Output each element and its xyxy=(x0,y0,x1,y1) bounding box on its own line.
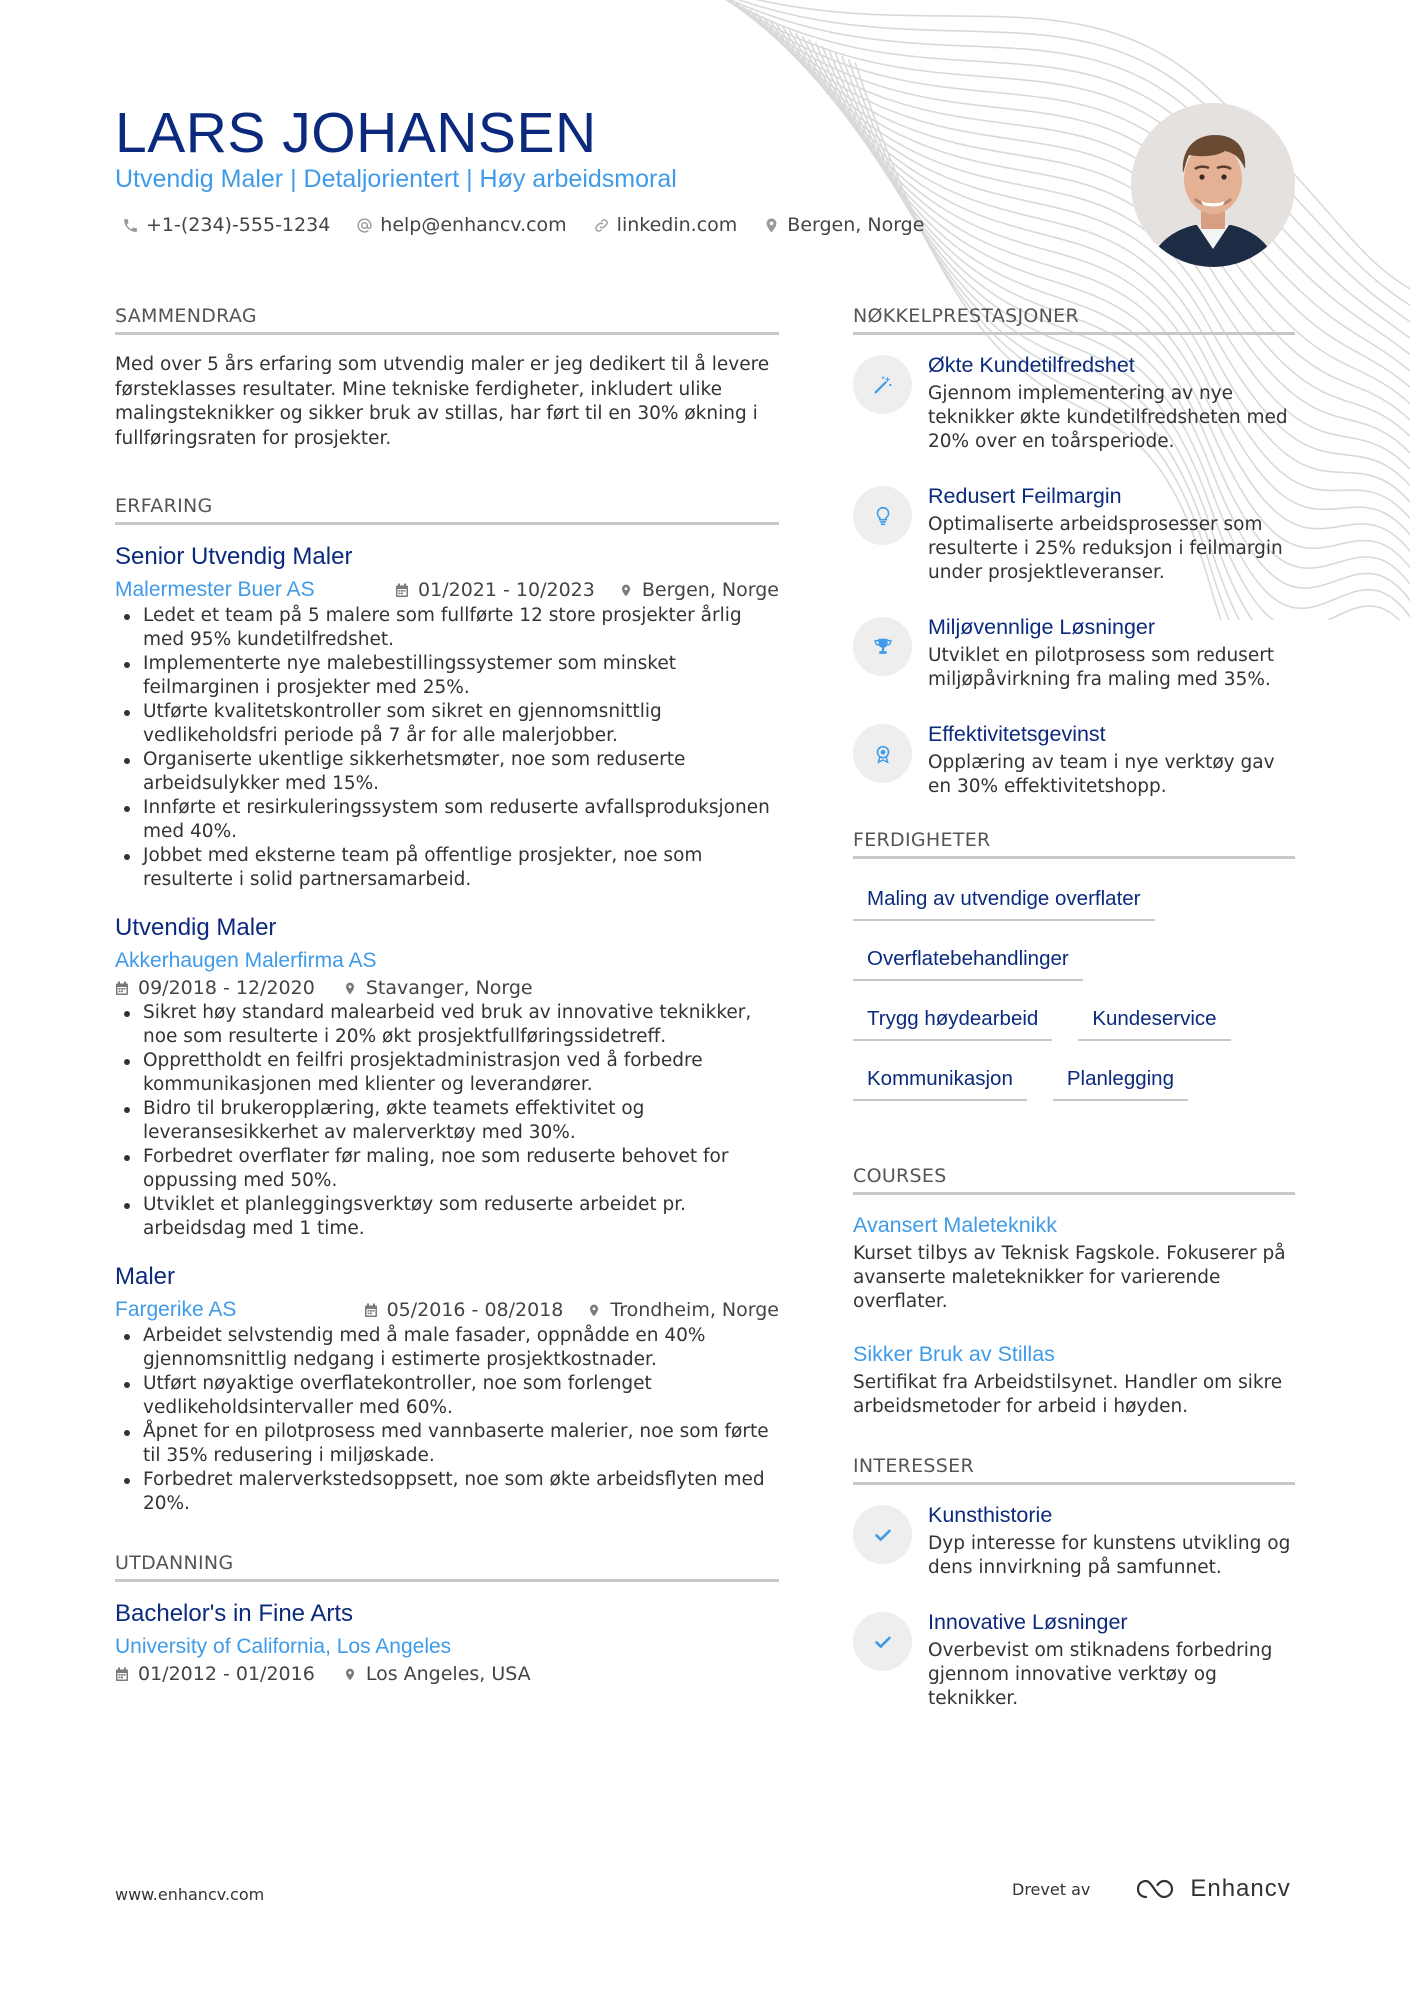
job-entry xyxy=(115,1263,779,1516)
achievement-desc: Optimaliserte arbeidsprosesser som resulterte i 25% reduksjon i feilmargin under prosjektleveranser. xyxy=(928,514,1283,583)
experience-section xyxy=(115,495,779,1516)
candidate-tagline: Utvendig Maler | Detaljorientert | Høy arbeidsmoral xyxy=(115,165,677,193)
job-bullet: Jobbet med eksterne team på offentlige prosjekter, noe som resulterte i solid partnersamarbeid. xyxy=(115,844,779,892)
education-dates xyxy=(115,1663,315,1685)
job-bullet: Åpnet for en pilotprosess med vannbaserte malerier, noe som førte til 35% redusering i miljøskade. xyxy=(115,1420,779,1468)
job-meta xyxy=(115,578,779,602)
course-desc: Kurset tilbys av Teknisk Fagskole. Fokuserer på avanserte maleteknikker for varierende overflater. xyxy=(853,1243,1286,1312)
skill-tag: Maling av utvendige overflater xyxy=(853,877,1155,921)
location-icon xyxy=(587,1303,601,1318)
enhancv-logo-icon xyxy=(1134,1877,1180,1901)
interest-item xyxy=(853,1610,1295,1711)
job-bullet: Implementerte nye malebestillingssystemer som minsket feilmarginen i prosjekter med 25%. xyxy=(115,652,779,700)
trophy-icon xyxy=(872,636,894,658)
achievement-item xyxy=(853,353,1295,454)
contact-phone-text: +1-(234)-555-1234 xyxy=(146,214,331,236)
achievement-icon-wrap xyxy=(853,355,912,414)
calendar-icon xyxy=(115,1667,129,1682)
course-desc: Sertifikat fra Arbeidstilsynet. Handler om sikre arbeidsmetoder for arbeid i høyden. xyxy=(853,1372,1283,1417)
lightbulb-icon xyxy=(872,505,894,527)
contact-email[interactable] xyxy=(356,214,566,236)
job-bullet: Forbedret malerverkstedsoppsett, noe som økte arbeidsflyten med 20%. xyxy=(115,1468,779,1516)
job-meta-group xyxy=(364,1299,779,1321)
job-company: Akkerhaugen Malerfirma AS xyxy=(115,949,377,972)
job-dates-text: 01/2021 - 10/2023 xyxy=(418,579,595,601)
job-dates xyxy=(395,579,595,601)
job-company: Malermester Buer AS xyxy=(115,578,315,601)
summary-text: Med over 5 års erfaring som utvendig maler er jeg dedikert til å levere førsteklasses resultater. Mine tekniske ferdigheter, inkludert ulike malingsteknikker og sikker bruk av stillas, har ført til en 30% økning i fullføringsraten for prosjekter. xyxy=(115,354,770,449)
interest-item xyxy=(853,1503,1295,1580)
achievement-item xyxy=(853,722,1295,799)
magic-wand-icon xyxy=(872,374,894,396)
at-icon xyxy=(356,217,373,234)
job-dates-text: 09/2018 - 12/2020 xyxy=(138,977,315,999)
contact-location xyxy=(763,214,924,236)
location-icon xyxy=(763,217,780,234)
job-dates xyxy=(115,977,315,999)
job-location-text: Bergen, Norge xyxy=(641,579,779,601)
education-dates-text: 01/2012 - 01/2016 xyxy=(138,1663,315,1685)
skill-tag: Trygg høydearbeid xyxy=(853,997,1052,1041)
profile-photo xyxy=(1131,103,1295,267)
location-icon xyxy=(619,583,633,598)
job-title: Senior Utvendig Maler xyxy=(115,543,353,570)
job-bullet: Forbedret overflater før maling, noe som reduserte behovet for oppussing med 50%. xyxy=(115,1145,779,1193)
job-location xyxy=(343,977,533,999)
footer-website[interactable]: www.enhancv.com xyxy=(115,1885,265,1904)
job-meta xyxy=(115,977,779,999)
calendar-icon xyxy=(395,583,409,598)
contact-linkedin[interactable] xyxy=(593,214,738,236)
achievement-title: Redusert Feilmargin xyxy=(928,484,1122,508)
contact-email-text: help@enhancv.com xyxy=(380,214,567,236)
job-entry xyxy=(115,914,779,1241)
job-location-text: Stavanger, Norge xyxy=(365,977,533,999)
achievement-title: Økte Kundetilfredshet xyxy=(928,353,1135,377)
job-meta-group xyxy=(395,579,779,601)
interest-icon-wrap xyxy=(853,1612,912,1671)
summary-section xyxy=(115,305,779,451)
interest-desc: Dyp interesse for kunstens utvikling og dens innvirkning på samfunnet. xyxy=(928,1533,1291,1578)
job-company: Fargerike AS xyxy=(115,1298,237,1321)
job-bullet: Utført nøyaktige overflatekontroller, noe som forlenget vedlikeholdsintervaller med 60%. xyxy=(115,1372,779,1420)
achievement-icon-wrap xyxy=(853,486,912,545)
section-title-experience: ERFARING xyxy=(115,495,779,525)
section-title-achievements: NØKKELPRESTASJONER xyxy=(853,305,1295,335)
education-school: University of California, Los Angeles xyxy=(115,1635,452,1658)
job-bullet: Utførte kvalitetskontroller som sikret en gjennomsnittlig vedlikeholdsfri periode på 7 år for alle malerjobber. xyxy=(115,700,779,748)
section-title-skills: FERDIGHETER xyxy=(853,829,1295,859)
courses-section xyxy=(853,1165,1295,1419)
job-bullets xyxy=(115,604,779,892)
section-title-education: UTDANNING xyxy=(115,1552,779,1582)
right-column xyxy=(853,305,1295,1741)
location-icon xyxy=(343,1667,357,1682)
powered-by-label: Drevet av xyxy=(1012,1879,1091,1899)
contact-phone[interactable] xyxy=(122,214,330,236)
achievement-desc: Gjennom implementering av nye teknikker økte kundetilfredsheten med 20% over en toårsperiode. xyxy=(928,383,1288,452)
section-title-courses: COURSES xyxy=(853,1165,1295,1195)
section-title-summary: SAMMENDRAG xyxy=(115,305,779,335)
course-item xyxy=(853,1213,1295,1314)
interest-title: Innovative Løsninger xyxy=(928,1610,1128,1634)
check-icon xyxy=(872,1631,894,1653)
achievement-title: Effektivitetsgevinst xyxy=(928,722,1106,746)
job-title: Maler xyxy=(115,1263,176,1290)
achievement-item xyxy=(853,484,1295,585)
check-icon xyxy=(872,1524,894,1546)
contact-bar xyxy=(122,214,924,236)
calendar-icon xyxy=(115,981,129,996)
skills-section xyxy=(853,829,1295,1117)
job-bullet: Innførte et resirkuleringssystem som reduserte avfallsproduksjonen med 40%. xyxy=(115,796,779,844)
skills-list xyxy=(853,877,1295,1117)
section-title-interests: INTERESSER xyxy=(853,1455,1295,1485)
education-section xyxy=(115,1552,779,1685)
education-degree: Bachelor's in Fine Arts xyxy=(115,1600,354,1627)
education-location-text: Los Angeles, USA xyxy=(365,1663,531,1685)
job-bullet: Bidro til brukeropplæring, økte teamets effektivitet og leveransesikkerhet av malerverktøy med 30%. xyxy=(115,1097,779,1145)
achievement-icon-wrap xyxy=(853,724,912,783)
job-location-text: Trondheim, Norge xyxy=(610,1299,779,1321)
skill-tag: Kommunikasjon xyxy=(853,1057,1027,1101)
interests-section xyxy=(853,1455,1295,1711)
job-bullets xyxy=(115,1001,779,1241)
skill-tag: Kundeservice xyxy=(1078,997,1230,1041)
job-meta xyxy=(115,1298,779,1322)
brand-logo[interactable] xyxy=(1134,1875,1290,1903)
achievement-desc: Utviklet en pilotprosess som redusert miljøpåvirkning fra maling med 35%. xyxy=(928,645,1275,690)
achievement-item xyxy=(853,615,1295,692)
achievement-icon-wrap xyxy=(853,617,912,676)
education-meta xyxy=(115,1663,779,1685)
job-bullet: Utviklet et planleggingsverktøy som reduserte arbeidet pr. arbeidsdag med 1 time. xyxy=(115,1193,779,1241)
skill-tag: Overflatebehandlinger xyxy=(853,937,1083,981)
job-bullet: Arbeidet selvstendig med å male fasader, oppnådde en 40% gjennomsnittlig nedgang i estimerte prosjektkostnader. xyxy=(115,1324,779,1372)
contact-location-text: Bergen, Norge xyxy=(787,214,925,236)
course-title: Sikker Bruk av Stillas xyxy=(853,1342,1055,1366)
achievements-section xyxy=(853,305,1295,799)
location-icon xyxy=(343,981,357,996)
footer-branding xyxy=(1012,1875,1291,1903)
job-title: Utvendig Maler xyxy=(115,914,277,941)
job-location xyxy=(587,1299,779,1321)
brand-name: Enhancv xyxy=(1190,1875,1291,1902)
phone-icon xyxy=(122,217,139,234)
job-entry xyxy=(115,543,779,892)
job-bullets xyxy=(115,1324,779,1516)
course-item xyxy=(853,1342,1295,1419)
job-bullet: Organiserte ukentlige sikkerhetsmøter, noe som reduserte arbeidsulykker med 15%. xyxy=(115,748,779,796)
achievement-title: Miljøvennlige Løsninger xyxy=(928,615,1156,639)
job-bullet: Opprettholdt en feilfri prosjektadministrasjon ved å forbedre kommunikasjonen med klienter og leverandører. xyxy=(115,1049,779,1097)
course-title: Avansert Maleteknikk xyxy=(853,1213,1057,1237)
job-bullet: Sikret høy standard malearbeid ved bruk av innovative teknikker, noe som resulterte i 20% økt prosjektfullføringssidetreff. xyxy=(115,1001,779,1049)
interest-icon-wrap xyxy=(853,1505,912,1564)
calendar-icon xyxy=(364,1303,378,1318)
skill-tag: Planlegging xyxy=(1053,1057,1188,1101)
award-icon xyxy=(872,743,894,765)
job-dates xyxy=(364,1299,564,1321)
job-location xyxy=(619,579,779,601)
interest-title: Kunsthistorie xyxy=(928,1503,1053,1527)
education-location xyxy=(343,1663,531,1685)
achievement-desc: Opplæring av team i nye verktøy gav en 30% effektivitetshopp. xyxy=(928,752,1275,797)
contact-linkedin-text: linkedin.com xyxy=(616,214,738,236)
left-column xyxy=(115,305,779,1687)
interest-desc: Overbevist om stiknadens forbedring gjennom innovative verktøy og teknikker. xyxy=(928,1640,1273,1709)
job-dates-text: 05/2016 - 08/2018 xyxy=(386,1299,564,1321)
link-icon xyxy=(593,217,610,234)
candidate-name: LARS JOHANSEN xyxy=(115,101,597,165)
job-bullet: Ledet et team på 5 malere som fullførte 12 store prosjekter årlig med 95% kundetilfredshet. xyxy=(115,604,779,652)
